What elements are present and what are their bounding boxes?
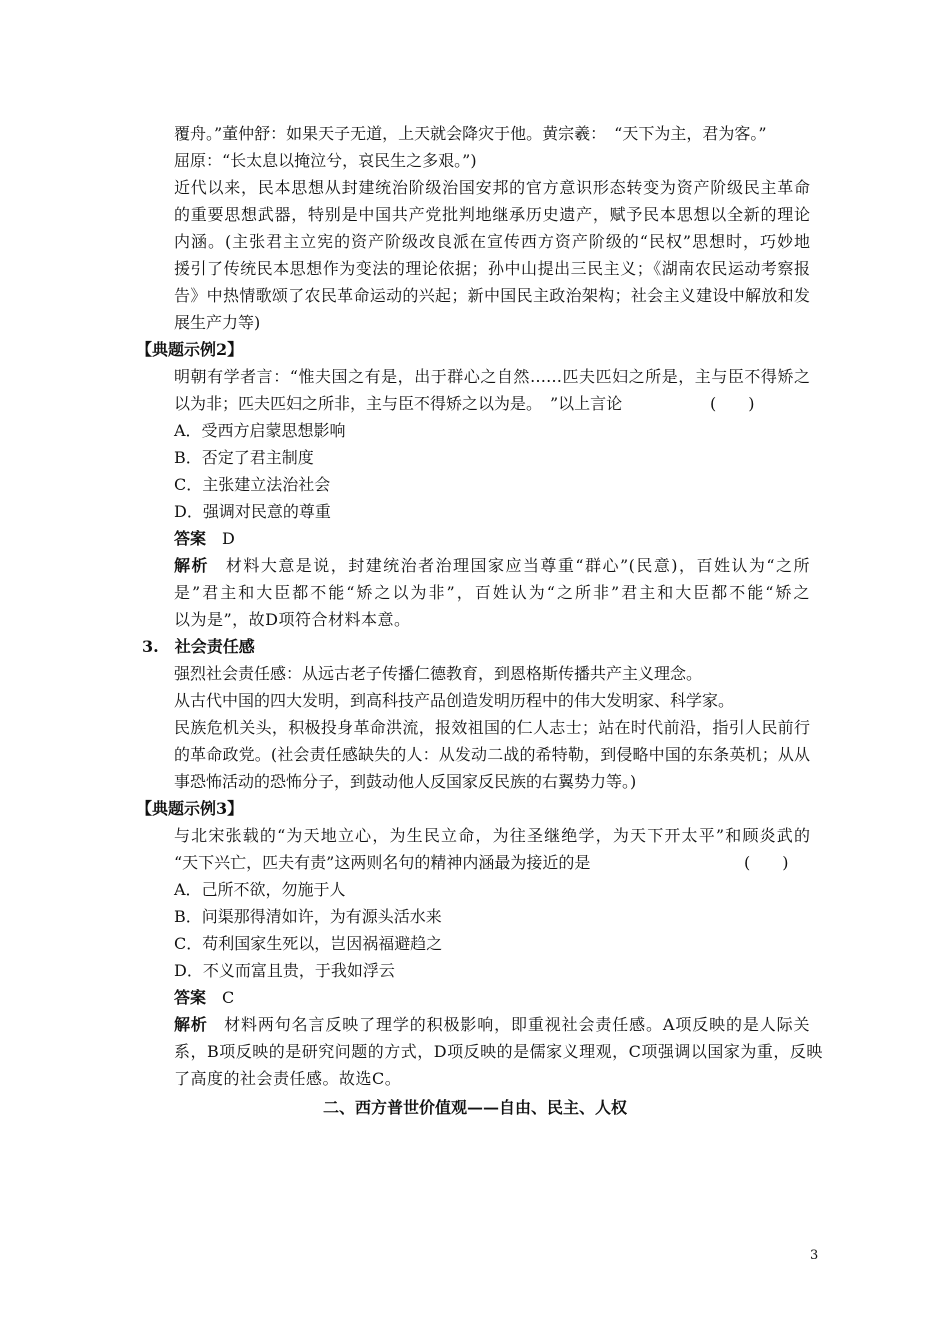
analysis-label: 解析 [174,1015,208,1034]
answer-label: 答案 [174,988,207,1007]
body-line: 强烈社会责任感：从远古老子传播仁德教育，到恩格斯传播共产主义理念。 [174,664,703,683]
body-line: 内涵。(主张君主立宪的资产阶级改良派在宣传西方资产阶级的“民权”思想时，巧妙地 [174,232,810,251]
body-line: 民族危机关头，积极投身革命洪流，报效祖国的仁人志士；站在时代前沿，指引人民前行 [174,718,810,737]
body-line: 告》中热情歌颂了农民革命运动的兴起；新中国民主政治架构；社会主义建设中解放和发 [174,286,810,305]
body-line: 事恐怖活动的恐怖分子，到鼓动他人反国家反民族的右翼势力等。) [174,772,637,791]
example-heading: 【典题示例2】 [136,340,244,359]
body-line: 屈原：“长太息以掩泣兮，哀民生之多艰。”) [174,151,477,170]
option-c: C．苟利国家生死以，岂因祸福避趋之 [174,934,443,953]
question-text: 明朝有学者言：“惟夫国之有是，出于群心之自然……匹夫匹妇之所是，主与臣不得矫之 [174,367,810,386]
question-text: “天下兴亡，匹夫有责”这两则名句的精神内涵最为接近的是 [174,853,591,872]
analysis-text: 是”君主和大臣都不能“矫之以为非”，百姓认为“之所非”君主和大臣都不能“矫之 [174,583,810,602]
body-line: 从古代中国的四大发明，到高科技产品创造发明历程中的伟大发明家、科学家。 [174,691,735,710]
analysis-label: 解析 [174,556,209,575]
option-b: B．问渠那得清如许，为有源头活水来 [174,907,442,926]
body-line: 的革命政党。(社会责任感缺失的人：从发动二战的希特勒，到侵略中国的东条英机；从从 [174,745,810,764]
option-c: C．主张建立法治社会 [174,475,331,494]
analysis-line [174,555,810,577]
body-line: 覆舟。”董仲舒：如果天子无道，上天就会降灾于他。黄宗羲： “天下为主，君为客。” [174,124,767,143]
question-text: 与北宋张载的“为天地立心，为生民立命，为往圣继绝学，为天下开太平”和顾炎武的 [174,826,810,845]
analysis-text: 系，B项反映的是研究问题的方式，D项反映的是儒家义理观，C项强调以国家为重，反映 [174,1042,823,1061]
analysis-text: 了高度的社会责任感。故选C。 [174,1069,402,1088]
analysis-text: 以为是”，故D项符合材料本意。 [174,610,411,629]
answer-line [174,528,235,550]
analysis-text: 材料两句名言反映了理学的积极影响，即重视社会责任感。A项反映的是人际关 [223,1015,810,1034]
option-d: D．不义而富且贵，于我如浮云 [174,961,395,980]
example-heading: 【典题示例3】 [136,799,244,818]
analysis-text: 材料大意是说，封建统治者治理国家应当尊重“群心”(民意)，百姓认为“之所 [224,556,810,575]
option-d: D．强调对民意的尊重 [174,502,331,521]
subsection-heading: 3. 社会责任感 [142,637,255,656]
body-line: 展生产力等) [174,313,261,332]
answer-bracket: ( ) [744,853,789,872]
answer-bracket: ( ) [710,394,755,413]
answer-value: C [222,988,235,1007]
body-line: 的重要思想武器，特别是中国共产党批判地继承历史遗产，赋予民本思想以全新的理论 [174,205,810,224]
answer-line [174,987,234,1009]
page-number: 3 [810,1248,819,1263]
option-b: B．否定了君主制度 [174,448,314,467]
section-heading: 二、西方普世价值观——自由、民主、人权 [322,1098,627,1117]
analysis-line [174,1014,810,1036]
question-text: 以为非；匹夫匹妇之所非，主与臣不得矫之以为是。 ”以上言论 [174,394,623,413]
body-line: 援引了传统民本思想作为变法的理论依据；孙中山提出三民主义；《湖南农民运动考察报 [174,259,810,278]
answer-label: 答案 [174,529,207,548]
body-line: 近代以来，民本思想从封建统治阶级治国安邦的官方意识形态转变为资产阶级民主革命 [174,178,810,197]
answer-value: D [222,529,235,548]
option-a: A．己所不欲，勿施于人 [174,880,346,899]
option-a: A．受西方启蒙思想影响 [174,421,346,440]
